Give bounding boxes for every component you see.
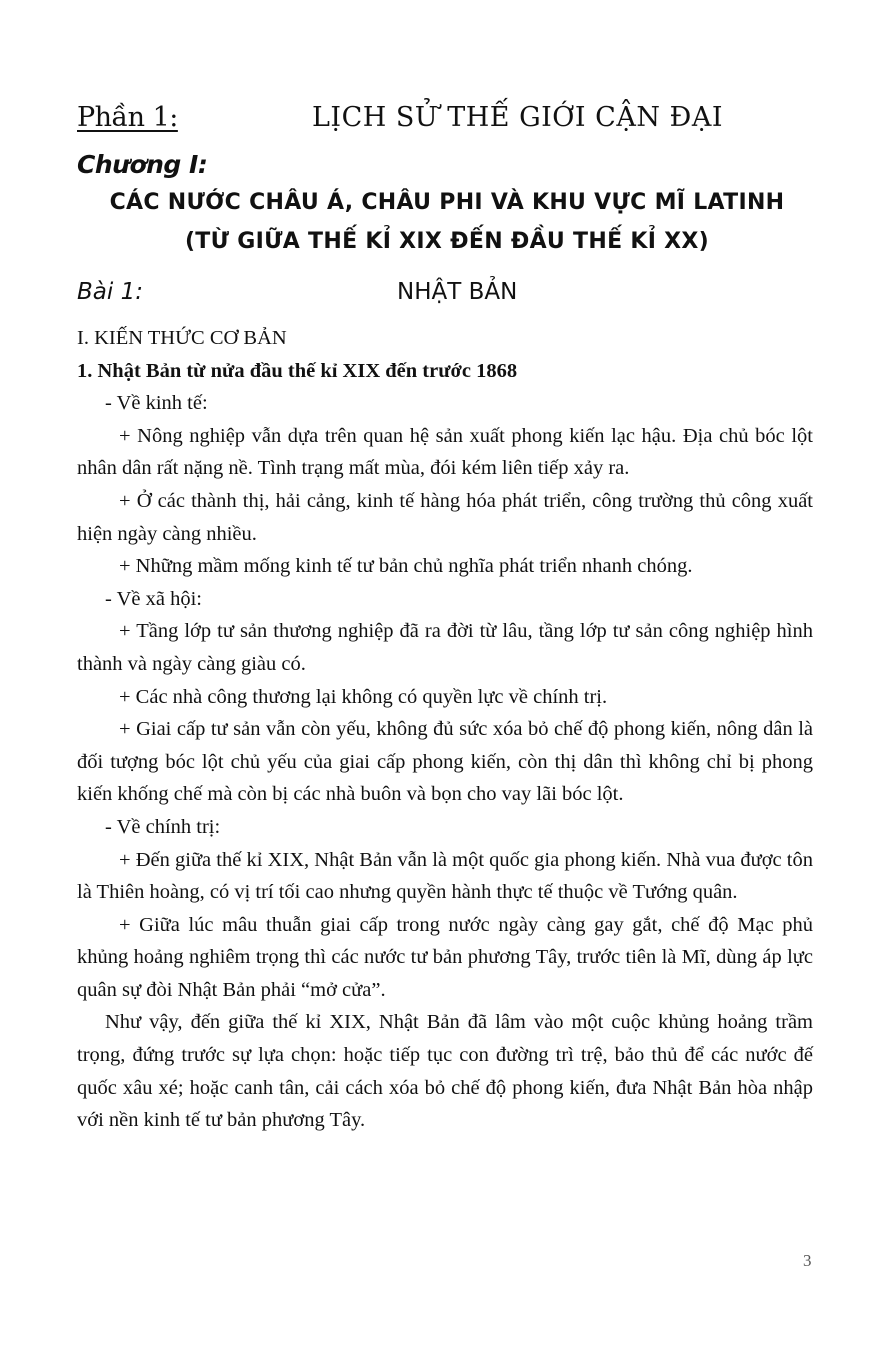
section-heading: I. KIẾN THỨC CƠ BẢN: [77, 327, 287, 349]
subsection-heading: 1. Nhật Bản từ nửa đầu thế kỉ XIX đến trước 1868: [77, 359, 518, 382]
economy-paragraph-1: + Nông nghiệp vẫn dựa trên quan hệ sản xuất phong kiến lạc hậu. Địa chủ bóc lột nhân dân rất nặng nề. Tình trạng mất mùa, đói kém liên tiếp xảy ra.: [77, 424, 813, 480]
economy-paragraph-3: + Những mầm mống kinh tế tư bản chủ nghĩa phát triển nhanh chóng.: [119, 555, 693, 578]
part-label: Phần 1:: [77, 102, 178, 133]
chapter-title-line2: (TỪ GIỮA THẾ KỈ XIX ĐẾN ĐẦU THẾ KỈ XX): [184, 229, 710, 254]
conclusion-paragraph: Như vậy, đến giữa thế kỉ XIX, Nhật Bản đã lâm vào một cuộc khủng hoảng trầm trọng, đứng trước sự lựa chọn: hoặc tiếp tục con đường trì trệ, bảo thủ để các nước đế quốc xâu xé; hoặc canh tân, cải cách xóa bỏ chế độ phong kiến, đưa Nhật Bản hòa nhập với nền kinh tế tư bản phương Tây.: [77, 1011, 813, 1132]
politics-heading: - Về chính trị:: [105, 815, 221, 838]
politics-paragraph-1: + Đến giữa thế kỉ XIX, Nhật Bản vẫn là một quốc gia phong kiến. Nhà vua được tôn là Thiên hoàng, có vị trí tối cao nhưng quyền hành thực tế thuộc về Tướng quân.: [77, 848, 813, 904]
society-paragraph-3: + Giai cấp tư sản vẫn còn yếu, không đủ sức xóa bỏ chế độ phong kiến, nông dân là đối tượng bóc lột chủ yếu của giai cấp phong kiến, còn thị dân thì không chỉ bị phong kiến khống chế mà còn bị các nhà buôn và bọn cho vay lãi bóc lột.: [77, 718, 813, 806]
economy-heading: - Về kinh tế:: [105, 392, 208, 415]
part-title: LỊCH SỬ THẾ GIỚI CẬN ĐẠI: [312, 102, 724, 133]
page-number: 3: [803, 1251, 812, 1270]
lesson-title: NHẬT BẢN: [397, 279, 518, 305]
economy-paragraph-2: + Ở các thành thị, hải cảng, kinh tế hàng hóa phát triển, công trường thủ công xuất hiện ngày càng nhiều.: [77, 489, 813, 545]
society-paragraph-1: + Tầng lớp tư sản thương nghiệp đã ra đời từ lâu, tầng lớp tư sản công nghiệp hình thành và ngày càng giàu có.: [77, 620, 813, 675]
lesson-label: Bài 1:: [77, 279, 143, 305]
society-heading: - Về xã hội:: [105, 587, 202, 610]
chapter-title-line1: CÁC NƯỚC CHÂU Á, CHÂU PHI VÀ KHU VỰC MĨ LATINH: [109, 190, 785, 215]
society-paragraph-2: + Các nhà công thương lại không có quyền lực về chính trị.: [119, 685, 608, 708]
chapter-label: Chương I:: [77, 150, 208, 179]
body-text: [77, 322, 813, 1137]
politics-paragraph-2: + Giữa lúc mâu thuẫn giai cấp trong nước ngày càng gay gắt, chế độ Mạc phủ khủng hoảng nghiêm trọng thì các nước tư bản phương Tây, trước tiên là Mĩ, dùng áp lực quân sự đòi Nhật Bản phải “mở cửa”.: [77, 913, 813, 1001]
